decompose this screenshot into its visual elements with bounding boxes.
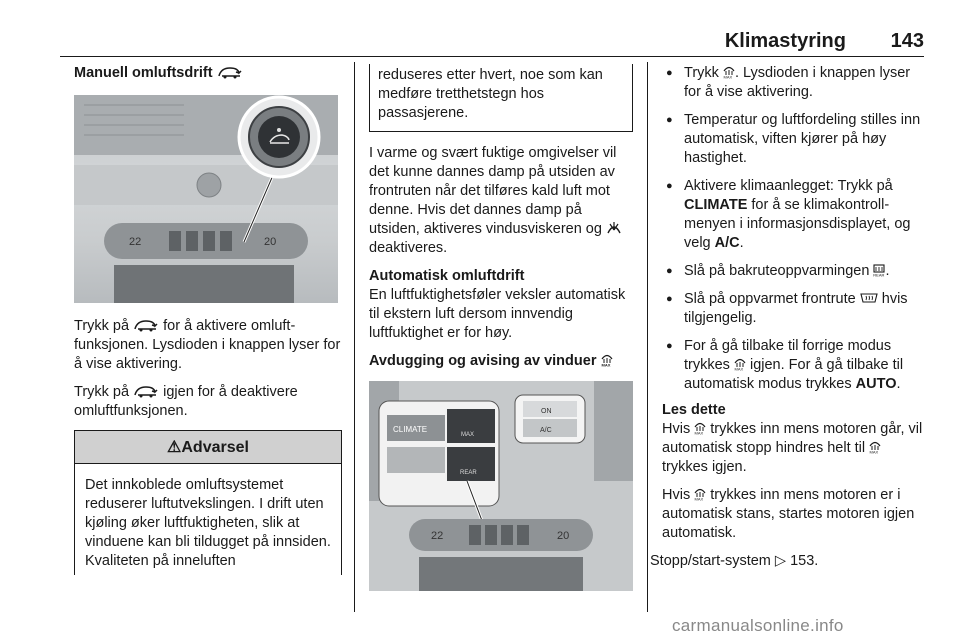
svg-text:MAX: MAX bbox=[694, 496, 704, 501]
rear-label: REAR bbox=[460, 470, 477, 476]
svg-text:MAX: MAX bbox=[694, 430, 704, 435]
column-2 bbox=[369, 64, 633, 605]
recirculation-icon bbox=[133, 384, 159, 398]
note-title: Les dette bbox=[662, 402, 726, 418]
section-heading: Automatisk omluftdrift bbox=[369, 268, 525, 284]
page-header bbox=[60, 30, 924, 56]
column-3 bbox=[650, 64, 928, 580]
svg-text:MAX: MAX bbox=[869, 449, 879, 454]
list-item: ● Slå på oppvarmet frontrute hvis tilgjengelig. bbox=[662, 290, 928, 328]
column-divider bbox=[647, 62, 648, 612]
max-label: MAX bbox=[461, 432, 475, 438]
climate-label: CLIMATE bbox=[393, 425, 428, 434]
list-item: ● Aktivere klimaanlegget: Trykk på CLIMATE for å se klimakontrollmenyen i informasjonsdisplayet, og velg A/C. bbox=[662, 177, 928, 253]
section-heading: Avdugging og avising av vinduer MAX bbox=[369, 352, 633, 371]
svg-text:20: 20 bbox=[557, 530, 570, 542]
column-1 bbox=[74, 64, 342, 575]
warning-text: Det innkoblede omluftsystemet reduserer luftutvekslingen. I drift uten kjøling øker luftfuktigheten, slik at vinduene kan bli tildugget på innsiden. Kvaliteten på inneluften bbox=[85, 477, 331, 569]
defrost-button-photo bbox=[369, 381, 633, 591]
list-item: ● Temperatur og luftfordeling stilles inn automatisk, viften kjører på høy hastighet. bbox=[662, 111, 928, 168]
note-box bbox=[662, 401, 928, 543]
chapter-title: Klimastyring bbox=[724, 30, 846, 52]
list-item: ● Trykk MAX . Lysdioden i knappen lyser for å vise aktivering. bbox=[662, 64, 928, 102]
climate-button-label: CLIMATE bbox=[684, 197, 748, 213]
recirculation-icon bbox=[217, 65, 243, 79]
auto-button-label: AUTO bbox=[855, 376, 897, 392]
defrost-max-icon bbox=[694, 421, 706, 435]
arrow-right-icon: ▷ bbox=[774, 553, 787, 569]
on-label: ON bbox=[541, 408, 552, 415]
page-number: 143 bbox=[890, 30, 924, 52]
recirculation-button-photo bbox=[74, 95, 338, 303]
heated-windscreen-icon bbox=[860, 291, 878, 305]
svg-text:MAX: MAX bbox=[723, 74, 733, 79]
defrost-max-icon bbox=[869, 440, 881, 454]
svg-text:22: 22 bbox=[129, 236, 142, 248]
svg-text:MAX: MAX bbox=[601, 362, 610, 367]
recirculation-icon bbox=[133, 318, 159, 332]
warning-box-continued: reduseres etter hvert, noe som kan medføre tretthetstegn hos passasjerene. bbox=[369, 64, 633, 132]
svg-text:22: 22 bbox=[431, 530, 444, 542]
defrost-max-icon bbox=[694, 487, 706, 501]
column-divider bbox=[354, 62, 355, 612]
ac-button-label: A/C bbox=[714, 235, 740, 251]
ac-label: A/C bbox=[540, 427, 552, 434]
paragraph: Trykk på for å aktivere omluftfunksjonen. Lysdioden i knappen lyser for å vise aktivering. bbox=[74, 318, 341, 372]
defrost-max-icon bbox=[734, 357, 746, 371]
cross-reference[interactable]: Stopp/start-system ▷ 153. bbox=[650, 553, 819, 569]
svg-text:20: 20 bbox=[264, 236, 277, 248]
warning-header: ⚠Advarsel bbox=[75, 431, 341, 464]
warning-box bbox=[74, 430, 342, 575]
list-item: ● For å gå tilbake til forrige modus trykkes MAX igjen. For å gå tilbake til automatisk modus trykkes AUTO. bbox=[662, 337, 928, 394]
section-heading: Manuell omluftsdrift bbox=[74, 64, 342, 83]
warning-icon: ⚠ bbox=[167, 439, 182, 456]
header-rule bbox=[60, 56, 924, 57]
defrost-max-icon bbox=[601, 353, 613, 367]
defrost-max-icon bbox=[723, 65, 735, 79]
list-item: ● Slå på bakruteoppvarmingen REAR . bbox=[662, 262, 928, 281]
wiper-icon bbox=[606, 220, 622, 235]
svg-text:REAR: REAR bbox=[873, 272, 885, 277]
instruction-list bbox=[662, 64, 928, 394]
paragraph: En luftfuktighetsføler veksler automatisk til ekstern luft dersom innvendig luftfuktighet er for høy. bbox=[369, 287, 626, 341]
watermark: carmanualsonline.info bbox=[672, 616, 844, 635]
svg-text:MAX: MAX bbox=[734, 366, 744, 371]
note-paragraph: Hvis MAX trykkes inn mens motoren er i automatisk stans, startes motoren igjen automatisk. bbox=[662, 487, 915, 541]
note-paragraph: Hvis MAX trykkes inn mens motoren går, vil automatisk stopp hindres helt til MAX trykkes igjen. bbox=[662, 421, 923, 475]
paragraph: I varme og svært fuktige omgivelser vil det kunne dannes damp på utsiden av frontruten når det tilføres kald luft mot denne. Hvis det dannes damp på utsiden, aktiveres vindusviskeren og deaktiveres. bbox=[369, 144, 633, 258]
rear-defrost-icon bbox=[873, 263, 885, 277]
paragraph: Trykk på igjen for å deaktivere omluftfunksjonen. bbox=[74, 384, 298, 419]
